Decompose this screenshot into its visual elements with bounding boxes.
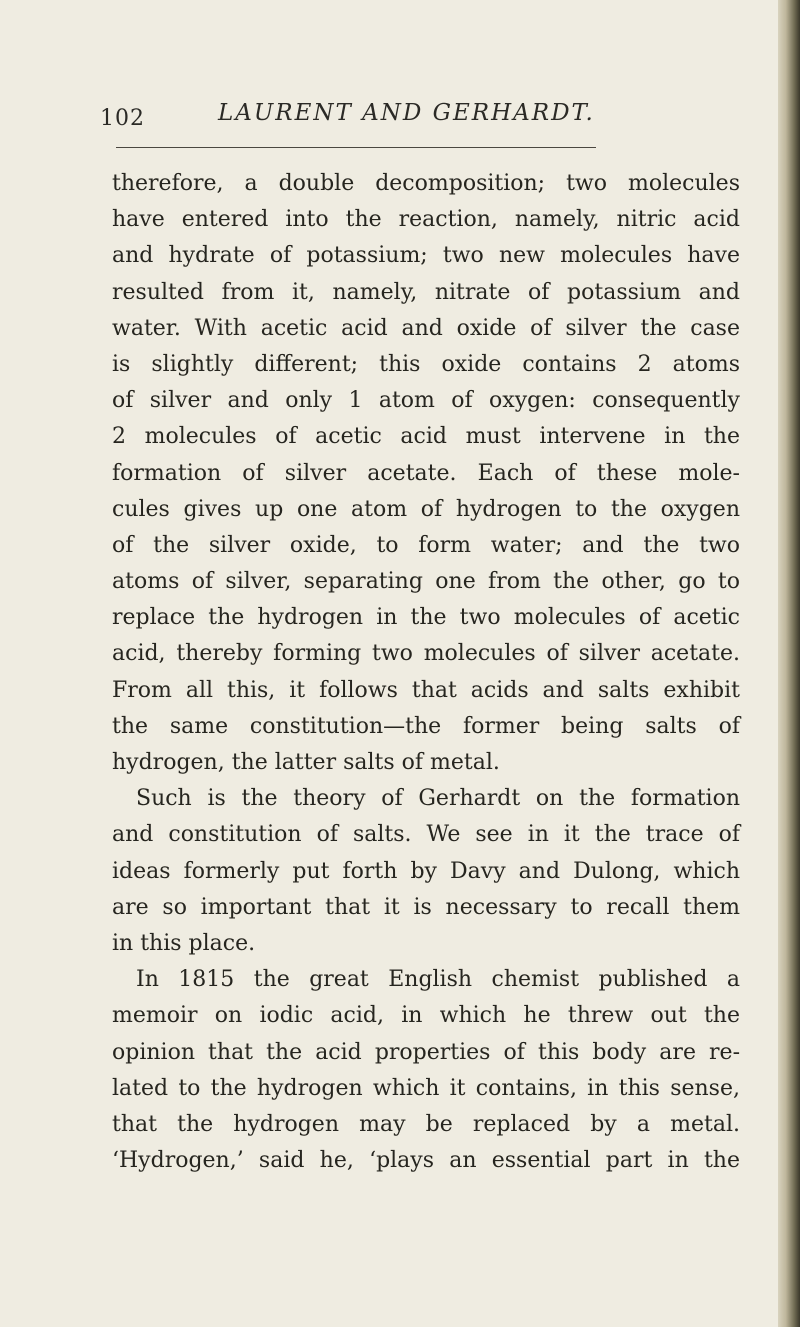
text-line: of the silver oxide, to form water; and the two bbox=[112, 532, 740, 558]
text-line: From all this, it follows that acids and salts exhibit bbox=[112, 677, 740, 703]
header-rule bbox=[116, 147, 596, 148]
text-line: memoir on iodic acid, in which he threw out the bbox=[112, 1003, 740, 1029]
text-line: are so important that it is necessary to recall them bbox=[112, 894, 740, 920]
text-line: and constitution of salts. We see in it the trace of bbox=[112, 822, 740, 848]
text-line: formation of silver acetate. Each of these mole- bbox=[112, 460, 740, 486]
text-line: cules gives up one atom of hydrogen to the oxygen bbox=[112, 496, 740, 522]
page-header bbox=[100, 100, 740, 140]
text-line: water. With acetic acid and oxide of silver the case bbox=[112, 315, 740, 341]
text-line: is slightly different; this oxide contains 2 atoms bbox=[112, 351, 740, 377]
text-line: that the hydrogen may be replaced by a metal. bbox=[112, 1111, 740, 1137]
text-line: ‘Hydrogen,’ said he, ‘plays an essential part in the bbox=[112, 1148, 740, 1174]
text-line: Such is the theory of Gerhardt on the formation bbox=[136, 786, 740, 812]
text-line: the same constitution—the former being salts of bbox=[112, 713, 740, 739]
text-line: resulted from it, namely, nitrate of potassium and bbox=[112, 279, 740, 305]
body-text bbox=[112, 166, 740, 1179]
text-line: ideas formerly put forth by Davy and Dulong, which bbox=[112, 858, 740, 884]
text-line: of silver and only 1 atom of oxygen: consequently bbox=[112, 388, 740, 414]
text-line: and hydrate of potassium; two new molecules have bbox=[112, 243, 740, 269]
text-line: opinion that the acid properties of this body are re- bbox=[112, 1039, 740, 1065]
text-line: acid, thereby forming two molecules of silver acetate. bbox=[112, 641, 740, 667]
running-title: LAURENT AND GERHARDT. bbox=[218, 100, 595, 126]
text-line: In 1815 the great English chemist published a bbox=[136, 967, 740, 993]
text-line: in this place. bbox=[112, 930, 256, 956]
page-number: 102 bbox=[100, 106, 145, 131]
text-line: atoms of silver, separating one from the other, go to bbox=[112, 569, 740, 595]
text-line: therefore, a double decomposition; two molecules bbox=[112, 171, 740, 196]
text-line: lated to the hydrogen which it contains, in this sense, bbox=[112, 1075, 740, 1101]
text-line: have entered into the reaction, namely, nitric acid bbox=[112, 207, 740, 233]
text-line: 2 molecules of acetic acid must intervene in the bbox=[112, 424, 740, 450]
text-line: replace the hydrogen in the two molecules of acetic bbox=[112, 605, 740, 631]
page-binding-edge bbox=[778, 0, 800, 1327]
text-line: hydrogen, the latter salts of metal. bbox=[112, 750, 500, 775]
